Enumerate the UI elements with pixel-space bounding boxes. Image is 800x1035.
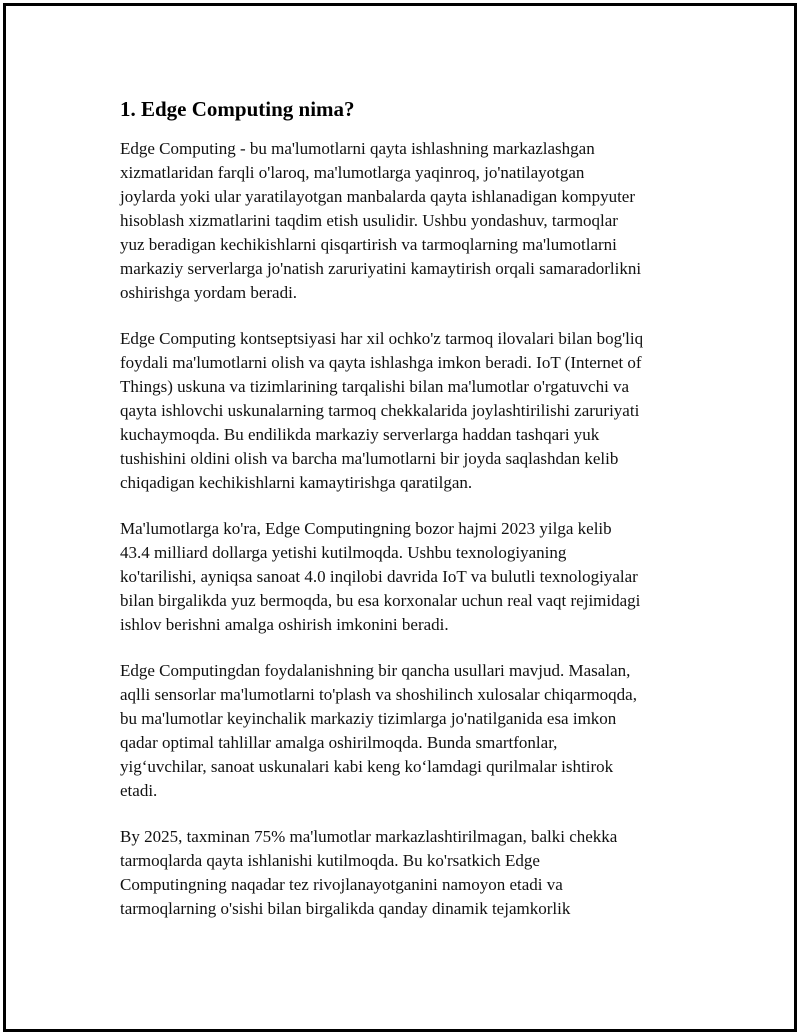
text-line: Edge Computing kontseptsiyasi har xil ochko'z tarmoq ilovalari bilan bog'liq (120, 329, 644, 348)
text-line: kuchaymoqda. Bu endilikda markaziy serverlarga haddan tashqari yuk (120, 425, 600, 444)
text-line: Edge Computing - bu ma'lumotlarni qayta ishlashning markazlashgan (120, 139, 595, 158)
text-line: chiqadigan kechikishlarni kamaytirishga qaratilgan. (120, 473, 473, 492)
text-line: bu ma'lumotlar keyinchalik markaziy tizimlarga jo'natilganida esa imkon (120, 709, 617, 728)
text-line: tarmoqlarda qayta ishlanishi kutilmoqda. Bu ko'rsatkich Edge (120, 851, 540, 870)
paragraph-2 (120, 327, 700, 495)
text-line: foydali ma'lumotlarni olish va qayta ishlashga imkon beradi. IoT (Internet of (120, 353, 642, 372)
text-line: ishlov berishni amalga oshirish imkonini beradi. (120, 615, 449, 634)
text-line: joylarda yoki ular yaratilayotgan manbalarda qayta ishlanadigan kompyuter (120, 187, 636, 206)
text-line: bilan birgalikda yuz bermoqda, bu esa korxonalar uchun real vaqt rejimidagi (120, 591, 641, 610)
text-line: By 2025, taxminan 75% ma'lumotlar markazlashtirilmagan, balki chekka (120, 827, 618, 846)
text-line: aqlli sensorlar ma'lumotlarni to'plash va shoshilinch xulosalar chiqarmoqda, (120, 685, 637, 704)
text-line: oshirishga yordam beradi. (120, 283, 298, 302)
text-line: markaziy serverlarga jo'natish zaruriyatini kamaytirish orqali samaradorlikni (120, 259, 642, 278)
paragraph-3 (120, 517, 700, 637)
text-line: xizmatlaridan farqli o'laroq, ma'lumotlarga yaqinroq, jo'natilayotgan (120, 163, 585, 182)
text-line: 43.4 milliard dollarga yetishi kutilmoqda. Ushbu texnologiyaning (120, 543, 567, 562)
text-line: hisoblash xizmatlarini taqdim etish usulidir. Ushbu yondashuv, tarmoqlar (120, 211, 618, 230)
text-line: tushishini oldini olish va barcha ma'lumotlarni bir joyda saqlashdan kelib (120, 449, 619, 468)
text-line: yuz beradigan kechikishlarni qisqartirish va tarmoqlarning ma'lumotlarni (120, 235, 617, 254)
text-line: tarmoqlarning o'sishi bilan birgalikda qanday dinamik tejamkorlik (120, 899, 571, 918)
text-line: qadar optimal tahlillar amalga oshirilmoqda. Bunda smartfonlar, (120, 733, 558, 752)
paragraph-4 (120, 659, 700, 803)
text-line: etadi. (120, 781, 158, 800)
text-line: Ma'lumotlarga ko'ra, Edge Computingning bozor hajmi 2023 yilga kelib (120, 519, 612, 538)
section-heading: 1. Edge Computing nima? (120, 97, 355, 121)
paragraph-1 (120, 137, 700, 305)
paragraph-5 (120, 825, 700, 921)
text-line: ko'tarilishi, ayniqsa sanoat 4.0 inqilobi davrida IoT va bulutli texnologiyalar (120, 567, 638, 586)
page-frame (3, 3, 797, 1032)
text-line: Things) uskuna va tizimlarining tarqalishi bilan ma'lumotlar o'rgatuvchi va (120, 377, 630, 396)
text-line: qayta ishlovchi uskunalarning tarmoq chekkalarida joylashtirilishi zaruriyati (120, 401, 640, 420)
text-line: yig‘uvchilar, sanoat uskunalari kabi keng ko‘lamdagi qurilmalar ishtirok (120, 757, 614, 776)
text-line: Computingning naqadar tez rivojlanayotganini namoyon etadi va (120, 875, 563, 894)
text-line: Edge Computingdan foydalanishning bir qancha usullari mavjud. Masalan, (120, 661, 631, 680)
document-content (120, 95, 700, 943)
